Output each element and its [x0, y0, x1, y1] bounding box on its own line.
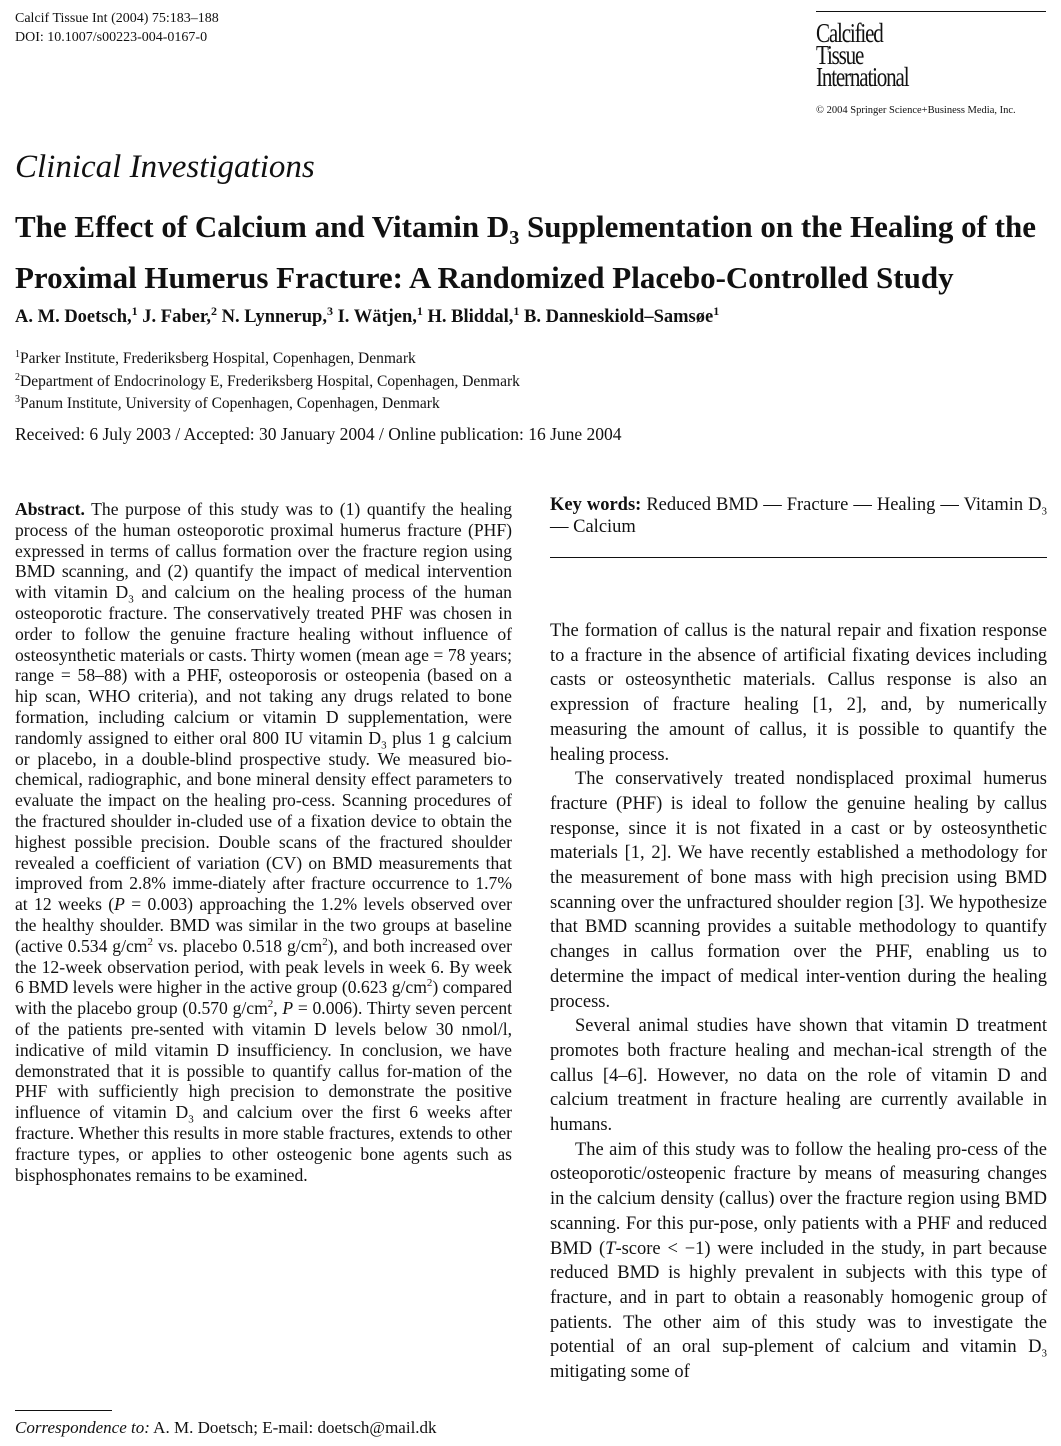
logo-top-rule — [816, 11, 1046, 12]
author: I. Wätjen,$^1$ — [337, 304, 423, 328]
affiliation: $^1$Parker Institute, Frederiksberg Hospital, Copenhagen, Denmark — [15, 349, 416, 368]
logo-line-2: Tissue — [816, 40, 864, 70]
publication-dates: Received: 6 July 2003 / Accepted: 30 January 2004 / Online publication: 16 June 2004 — [15, 424, 622, 444]
footnote-rule — [15, 1410, 112, 1411]
paragraph: The aim of this study was to follow the healing pro-cess of the osteoporotic/osteopenic fracture by means of measuring changes in the calcium density (callus) over the fracture region using BMD scanning. For this pur-pose, only patients with a PHF and reduced BMD (T-score < −1) were included in the study, in part because reduced BMD is highly prevalent in subjects with this type of fracture, and in part to obtain a reasonably homogenic group of patients. The other aim of this study was to investigate the potential of an oral sup-plement of calcium and vitamin $D_3$ mitigating some of — [550, 1139, 1047, 1383]
journal-logo — [816, 18, 1036, 92]
logo-line-1: Calcified — [816, 18, 883, 48]
author-list — [15, 304, 719, 328]
journal-citation: Calcif Tissue Int (2004) 75:183–188 — [15, 11, 219, 26]
author: A. M. Doetsch,$^1$ — [15, 304, 138, 328]
keywords-rule — [550, 557, 1047, 558]
author: J. Faber,$^2$ — [142, 304, 217, 328]
abstract: Abstract. The purpose of this study was to (1) quantify the healing process of the human osteoporotic proximal humerus fracture (PHF) expressed in terms of callus formation over the fracture region using BMD scanning, and (2) quantify the impact of medical intervention with vitamin $D_3$ and calcium on the healing process of the human osteoporotic fracture. The conservatively treated PHF was chosen in order to follow the genuine fracture healing without influence of osteosynthetic materials or casts. Thirty women (mean age = 78 years; range = 58–88) with a PHF, osteoporosis or osteopenia (based on a hip scan, WHO criteria), and not taking any drugs related to bone formation, including calcium or vitamin D supplementation, were randomly assigned to either oral 800 IU vitamin $D_3$ plus 1 g calcium or placebo, in a double-blind prospective study. We measured bio-chemical, radiographic, and bone mineral density effect parameters to evaluate the impact on the healing pro-cess. Scanning procedures of the fractured shoulder in-cluded use of a fixation device to obtain the highest possible precision. Double scans of the fractured shoulder revealed a coefficient of variation (CV) on BMD measurements that improved from 2.8% imme-diately after fracture occurrence to 1.7% at 12 weeks (P = 0.003) approaching the 1.2% levels observed over the healthy shoulder. BMD was similar in the two groups at baseline (active 0.534 $g/cm^2$ vs. placebo 0.518 $g/cm^2$), and both increased over the 12-week observation period, with peak levels in week 6. By week 6 BMD levels were higher in the active group (0.623 $g/cm^2$) compared with the placebo group (0.570 $g/cm^2$, P = 0.006). Thirty seven percent of the patients pre-sented with vitamin D levels below 30 nmol/l, indicative of mild vitamin D insufficiency. In conclusion, we have demonstrated that it is possible to quantify callus for-mation of the PHF with sufficiently high precision to demonstrate the positive influence of vitamin $D_3$ and calcium over the first 6 weeks after fracture. Whether this results in more stable fractures, extends to other fracture types, or applies to other osteogenic bone agents such as bisphosphonates remains to be examined. — [15, 499, 513, 1185]
article-title: The Effect of Calcium and Vitamin $D_3$ Supplementation on the Healing of the Proximal Humerus Fracture: A Randomized Placebo-Controlled Study — [15, 209, 1036, 296]
affiliations — [15, 346, 520, 414]
journal-reference — [15, 9, 219, 47]
affiliation: $^3$Panum Institute, University of Copenhagen, Copenhagen, Denmark — [15, 394, 440, 413]
affiliation: $^2$Department of Endocrinology E, Frederiksberg Hospital, Copenhagen, Denmark — [15, 371, 520, 390]
abstract-label: Abstract. — [15, 499, 85, 519]
author: B. Danneskiold–Samsøe$^1$ — [524, 304, 720, 328]
logo-line-3: International — [816, 62, 909, 92]
paragraph: Several animal studies have shown that vitamin D treatment promotes both fracture healing and mechan-ical strength of the callus [4–6]. However, no data on the role of vitamin D and calcium treatment in fracture healing are currently available in humans. — [550, 1016, 1047, 1136]
keywords-label: Key words: — [550, 495, 642, 515]
paragraph: The conservatively treated nondisplaced proximal humerus fracture (PHF) is ideal to follow the genuine healing by callus response, since it is not fixated in a cast or by osteosynthetic materials [1, 2]. We have recently established a methodology for the measurement of bone mass with high precision using BMD scanning over the unfractured shoulder region [3]. We hypothesize that BMD scanning provides a suitable methodology to quantify changes in callus formation over the PHF, enabling us to determine the impact of medical inter-vention during the healing process. — [550, 769, 1047, 1012]
body-text — [550, 619, 1047, 1385]
correspondence-footnote: Correspondence to: A. M. Doetsch; E-mail: doetsch@mail.dk — [15, 1418, 437, 1437]
paragraph: The formation of callus is the natural repair and fixation response to a fracture in the absence of artificial fixating devices including casts or osteosynthetic materials. Callus response is also an expression of fracture healing [1, 2], and, by numerically measuring the amount of callus, it is possible to quantify the healing process. — [550, 621, 1047, 765]
keywords: Key words: Reduced BMD — Fracture — Healing — Vitamin $D_3$ — Calcium — [550, 495, 1047, 537]
copyright: © 2004 Springer Science+Business Media, Inc. — [816, 105, 1016, 116]
author: H. Bliddal,$^1$ — [427, 304, 520, 328]
author: N. Lynnerup,$^3$ — [221, 304, 333, 328]
doi: DOI: 10.1007/s00223-004-0167-0 — [15, 30, 208, 45]
section-label: Clinical Investigations — [15, 149, 315, 185]
